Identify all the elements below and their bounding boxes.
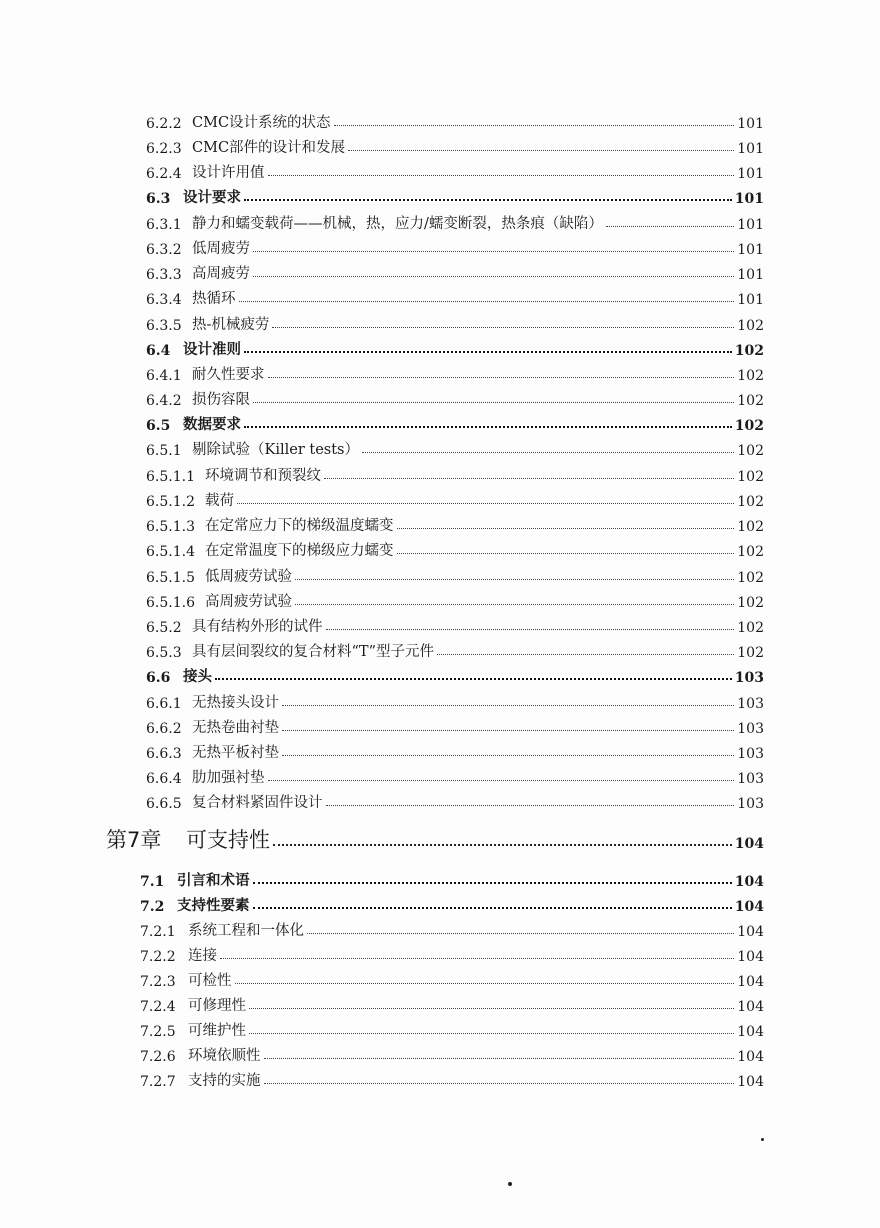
dot-leader [268,377,735,378]
dot-leader [235,983,735,984]
section-title: 复合材料紧固件设计 [192,795,323,811]
section-title: 数据要求 [183,416,241,433]
toc-entry-6-5-1-4[interactable] [146,538,764,560]
dot-leader [282,755,734,756]
section-number: 6.3.2 [146,242,182,258]
dot-leader [237,503,734,504]
toc-entry-7-2-6[interactable] [140,1043,764,1065]
section-number: 6.3.5 [146,318,182,334]
page-number: 101 [737,141,764,157]
section-number: 6.5.1.3 [146,519,195,535]
toc-entry-6-2-3[interactable] [146,135,764,157]
toc-entry-6-6-3[interactable] [146,740,764,762]
section-number: 6.6.3 [146,746,182,762]
section-title: 设计准则 [183,341,241,358]
page-number: 101 [737,116,764,132]
page-number: 104 [737,1024,764,1040]
dot-leader [326,805,735,806]
dot-leader [249,1033,734,1034]
page-number: 102 [737,368,764,384]
toc-entry-6-5-1[interactable] [146,437,764,459]
section-number: 7.2.6 [140,1049,176,1065]
section-title: 在定常温度下的梯级应力蠕变 [205,543,394,559]
dot-leader [244,351,732,353]
dot-leader [249,1008,734,1009]
page-number: 101 [737,242,764,258]
section-title: 设计要求 [183,189,241,206]
dot-leader [272,327,734,328]
section-number: 6.6.4 [146,771,182,787]
section-number: 6.4.1 [146,368,182,384]
page-number: 102 [734,418,764,434]
section-title: 可修理性 [188,998,246,1014]
toc-chapter-7[interactable] [106,820,764,854]
toc-entry-7-2-1[interactable] [140,918,764,940]
section-title: 载荷 [205,493,234,509]
page-number: 104 [737,1074,764,1090]
dot-leader [268,175,735,176]
dot-leader [253,251,734,252]
section-number: 6.5.1.5 [146,570,195,586]
toc-entry-6-5-1-5[interactable] [146,564,764,586]
section-title: 可维护性 [188,1023,246,1039]
page-number: 102 [737,494,764,510]
dot-leader [397,528,735,529]
dot-leader [307,933,734,934]
dot-leader [253,276,734,277]
section-title: 热循环 [192,291,236,307]
section-title: 具有结构外形的试件 [192,619,323,635]
toc-entry-6-3-5[interactable] [146,312,764,334]
section-title: 接头 [183,668,212,685]
page-number: 103 [737,696,764,712]
section-number: 6.5.2 [146,620,182,636]
section-title: 无热卷曲衬垫 [192,720,279,736]
page-number: 104 [734,874,764,890]
section-number: 6.4.2 [146,393,182,409]
chapter-number: 第7章 [106,828,162,852]
section-number: 6.5.1.1 [146,469,195,485]
toc-entry-6-3-3[interactable] [146,261,764,283]
section-title: 损伤容限 [192,392,250,408]
section-title: 肋加强衬垫 [192,770,265,786]
section-title: 热-机械疲劳 [192,317,270,333]
page-number: 104 [734,836,764,852]
section-number: 6.3.3 [146,267,182,283]
section-title: 支持性要素 [177,897,250,914]
toc-entry-6-2-2[interactable] [146,110,764,132]
page-number: 102 [737,544,764,560]
toc-entry-7-2-5[interactable] [140,1018,764,1040]
section-number: 6.2.2 [146,116,182,132]
section-title: 设计许用值 [192,165,265,181]
section-number: 6.2.4 [146,166,182,182]
section-number: 6.5.1.6 [146,595,195,611]
page-number: 104 [737,1049,764,1065]
dot-leader [282,705,734,706]
dot-leader [282,730,734,731]
page-number: 102 [737,645,764,661]
dot-leader [239,301,735,302]
section-number: 6.5.1 [146,443,182,459]
toc-entry-6-5-1-1[interactable] [146,463,764,485]
section-title: 连接 [188,948,217,964]
toc-entry-6-6-4[interactable] [146,765,764,787]
section-title: 在定常应力下的梯级温度蠕变 [205,518,394,534]
section-number: 7.2.4 [140,999,176,1015]
page-number: 101 [737,267,764,283]
page-number: 103 [737,721,764,737]
page-number: 102 [737,443,764,459]
dot-leader [606,226,734,227]
toc-entry-6-2-4[interactable] [146,160,764,182]
toc-entry-7-2[interactable] [140,893,764,915]
page-number: 101 [737,217,764,233]
page-number: 102 [737,570,764,586]
toc-entry-6-3-4[interactable] [146,286,764,308]
toc-entry-6-3-1[interactable] [146,211,764,233]
page-number: 102 [737,595,764,611]
toc-entry-6-6[interactable] [146,664,764,686]
dot-leader [253,882,732,884]
section-title: 无热接头设计 [192,695,279,711]
section-number: 6.2.3 [146,141,182,157]
section-title: 具有层间裂纹的复合材料“T”型子元件 [192,644,434,660]
toc-entry-6-5-1-3[interactable] [146,513,764,535]
section-title: 剔除试验（Killer tests） [192,442,359,458]
section-title: 环境调节和预裂纹 [205,468,321,484]
dot-leader [437,654,734,655]
section-title: 静力和蠕变载荷——机械，热，应力/蠕变断裂，热条痕（缺陷） [192,216,603,232]
page-number: 102 [737,393,764,409]
section-title: 无热平板衬垫 [192,745,279,761]
section-number: 6.5.3 [146,645,182,661]
toc-entry-6-6-5[interactable] [146,790,764,812]
section-title: 系统工程和一体化 [188,923,304,939]
dot-leader [244,426,732,428]
page-number: 103 [734,670,764,686]
dot-leader [326,629,735,630]
section-number: 6.6 [146,670,171,686]
toc-entry-6-6-1[interactable] [146,690,764,712]
toc-entry-7-2-3[interactable] [140,968,764,990]
page-number: 104 [737,949,764,965]
dot-leader [253,907,732,909]
section-number: 7.2 [140,899,165,915]
section-number: 6.3.1 [146,217,182,233]
scan-speck [508,1182,512,1186]
section-number: 6.6.1 [146,696,182,712]
page-number: 101 [734,191,764,207]
toc-entry-7-2-4[interactable] [140,993,764,1015]
dot-leader [268,780,735,781]
page-number: 103 [737,746,764,762]
scan-speck [761,1138,764,1141]
toc-entry-6-4[interactable] [146,337,764,359]
section-title: 低周疲劳 [192,241,250,257]
dot-leader [253,402,734,403]
section-number: 7.1 [140,874,165,890]
dot-leader [397,553,735,554]
section-number: 6.5.1.4 [146,544,195,560]
section-title: 耐久性要求 [192,367,265,383]
page-number: 102 [737,620,764,636]
section-number: 7.2.3 [140,974,176,990]
toc-entry-7-1[interactable] [140,868,764,890]
dot-leader [264,1058,735,1059]
page-number: 103 [737,796,764,812]
section-title: CMC设计系统的状态 [192,115,331,131]
toc-entry-6-5-3[interactable] [146,639,764,661]
page-number: 104 [737,999,764,1015]
dot-leader [295,579,734,580]
section-title: 可检性 [188,973,232,989]
section-number: 7.2.2 [140,949,176,965]
section-title: 低周疲劳试验 [205,569,292,585]
toc-entry-6-5-1-6[interactable] [146,589,764,611]
page-number: 104 [737,974,764,990]
section-number: 7.2.7 [140,1074,176,1090]
section-number: 7.2.1 [140,924,176,940]
toc-entry-6-5-2[interactable] [146,614,764,636]
page-number: 102 [737,469,764,485]
dot-leader [324,478,734,479]
section-number: 6.6.5 [146,796,182,812]
page-number: 104 [737,924,764,940]
toc-entry-7-2-7[interactable] [140,1068,764,1090]
page-number: 102 [737,318,764,334]
dot-leader [362,452,734,453]
toc-entry-6-3-2[interactable] [146,236,764,258]
toc-entry-6-3[interactable] [146,185,764,207]
section-title: 引言和术语 [177,872,250,889]
dot-leader [334,125,735,126]
page-number: 102 [737,519,764,535]
section-number: 6.5.1.2 [146,494,195,510]
page-number: 103 [737,771,764,787]
page-number: 101 [737,166,764,182]
page-number: 102 [734,343,764,359]
section-title: 高周疲劳 [192,266,250,282]
section-number: 7.2.5 [140,1024,176,1040]
section-number: 6.3 [146,191,171,207]
section-title: 环境依顺性 [188,1048,261,1064]
toc-entry-6-5-1-2[interactable] [146,488,764,510]
dot-leader [244,199,732,201]
section-title: 高周疲劳试验 [205,594,292,610]
section-number: 6.5 [146,418,171,434]
dot-leader [264,1083,735,1084]
page-number: 104 [734,899,764,915]
page-number: 101 [737,292,764,308]
dot-leader [295,604,734,605]
chapter-title: 可支持性 [186,828,270,852]
section-number: 6.6.2 [146,721,182,737]
dot-leader [273,844,732,846]
dot-leader [215,678,732,680]
section-number: 6.4 [146,343,171,359]
section-number: 6.3.4 [146,292,182,308]
toc-entry-7-2-2[interactable] [140,943,764,965]
toc-entry-6-5[interactable] [146,412,764,434]
toc-entry-6-4-2[interactable] [146,387,764,409]
section-title: CMC部件的设计和发展 [192,140,346,156]
toc-entry-6-4-1[interactable] [146,362,764,384]
dot-leader [220,958,734,959]
toc-entry-6-6-2[interactable] [146,715,764,737]
dot-leader [348,150,734,151]
section-title: 支持的实施 [188,1073,261,1089]
